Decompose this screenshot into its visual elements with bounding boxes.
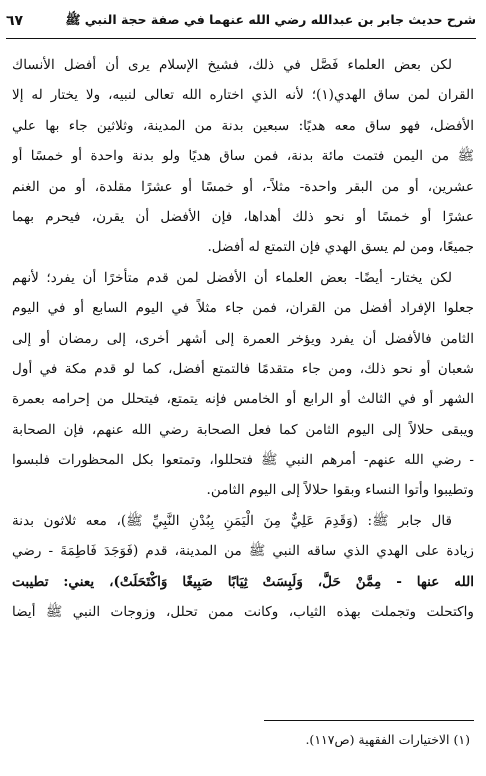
- text-line: جعلوا الإفراد أفضل من القران، فمن جاء مثلاً في اليوم السابع أو في اليوم: [12, 300, 474, 317]
- text-line: قال جابر ﷺ: (وَقَدِمَ عَلِيٌّ مِنَ الْيَمَنِ بِبُدْنِ النَّبِيِّ ﷺ)، معه ثلاثون بدنة: [12, 512, 452, 529]
- page-number: ٦٧: [6, 13, 24, 29]
- text-line: عشرين، أو من البقر واحدة- مثلاً-، أو خمسًا أو عشرًا مقلدة، أو من الغنم: [12, 178, 474, 195]
- text-line: ويبقى حلالاً إلى اليوم الثامن كما فعل الصحابة رضي الله عنهم، فإن الصحابة: [12, 421, 474, 438]
- page-body: [12, 50, 474, 627]
- text-line: القران لمن ساق الهدي(١)؛ لأنه الذي اختاره الله تعالى لنبيه، ولا يختار له إلا: [12, 87, 474, 104]
- text-line: الأفضل، فهو ساق معه هديًا: سبعين بدنة من المدينة، وثلاثين جاء بها علي: [12, 117, 474, 134]
- text-line: واكتحلت وتجملت بهذه الثياب، وكانت ممن تحلل، وزوجات النبي ﷺ أيضا: [12, 604, 474, 621]
- text-line: الشهر أو في الثالث أو الرابع أو الخامس فإنه يتمتع، فيتحلل من إحرامه بعمرة: [12, 391, 474, 408]
- text-line: عشرًا أو خمسًا أو نحو ذلك أهداها، فإن الأفضل أن يقرن، فيحرم بهما: [12, 208, 474, 225]
- running-title: شرح حديث جابر بن عبدالله رضي الله عنهما في صفة حجة النبي ﷺ: [65, 11, 476, 27]
- text-line: الله عنها - مِمَّنْ حَلَّ، وَلَبِسَتْ ثِيَابًا صَبِيغًا وَاكْتَحَلَتْ)، يعني: تطيبت: [12, 573, 474, 590]
- paragraph-3: [12, 506, 474, 628]
- text-line: جميعًا، ومن لم يسق الهدي فإن التمتع له أفضل.: [207, 239, 474, 256]
- text-line: الثامن فالأفضل أن يفرد ويؤخر العمرة إلى أشهر أخرى، إلى رمضان أو إلى: [12, 330, 474, 347]
- footnote-rule: [264, 720, 474, 721]
- header-rule: [6, 38, 476, 39]
- paragraph-1: [12, 50, 474, 263]
- text-line: لكن يختار- أيضًا- بعض العلماء أن الأفضل لمن قدم متأخرًا أن يفرد؛ لأنهم: [12, 269, 452, 286]
- footnote: (١) الاختيارات الفقهية (ص١١٧).: [305, 732, 470, 747]
- paragraph-2: [12, 263, 474, 506]
- text-line: لكن بعض العلماء فَصَّل في ذلك، فشيخ الإسلام يرى أن أفضل الأنساك: [12, 57, 452, 73]
- running-header: [6, 6, 476, 36]
- text-line: - رضي الله عنهم- أمرهم النبي ﷺ فتحللوا، وتمتعوا بكل المحظورات فلبسوا: [12, 452, 474, 469]
- text-line: شعبان أو نحو ذلك، ومن جاء متقدمًا فالتمتع أفضل، كما لو قدم مكة في أول: [12, 360, 474, 377]
- text-line: زيادة على الهدي الذي ساقه النبي ﷺ من المدينة، قدم (فَوَجَدَ فَاطِمَةَ - رضي: [12, 543, 474, 560]
- text-line: وتطيبوا وأتوا النساء وبقوا حلالاً إلى اليوم الثامن.: [206, 482, 474, 499]
- text-line: ﷺ من اليمن فتمت مائة بدنة، فمن ساق هديًا ولو بدنة واحدة أو خمسًا أو: [12, 148, 474, 165]
